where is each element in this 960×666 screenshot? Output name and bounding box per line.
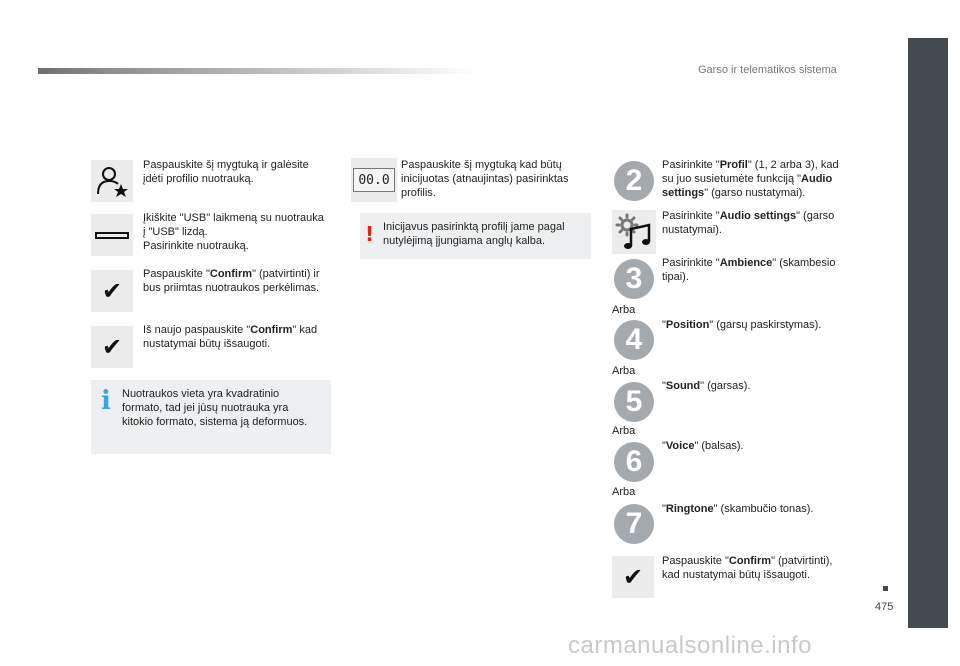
header-decoration-bar: [38, 68, 478, 74]
audio-settings-text: Pasirinkite "Audio settings" (garso nustatymai).: [662, 210, 835, 236]
usb-insert-text: Įkiškite "USB" laikmeną su nuotrauka į "USB" lizdą. Pasirinkite nuotrauką.: [143, 212, 324, 252]
or-label: Arba: [612, 425, 636, 437]
or-label: Arba: [612, 486, 636, 498]
step-2-badge: 2: [614, 161, 654, 201]
info-note: i Nuotraukos vieta yra kvadratinio formato, tad jei jūsų nuotrauka yra kitokio formato, sistema ją deformuos.: [91, 380, 331, 454]
or-label: Arba: [612, 304, 636, 316]
usb-slot-box: [91, 214, 133, 256]
reset-profile-button[interactable]: 00.0: [353, 168, 395, 192]
profile-photo-button[interactable]: [91, 160, 133, 202]
profile-star-icon: [95, 164, 129, 198]
info-icon: i: [101, 386, 111, 416]
reset-profile-text: Paspauskite šį mygtuką kad būtų inicijuotas (atnaujintas) pasirinktas profilis.: [401, 159, 569, 199]
step-3-text: Pasirinkite "Ambience" (skambesio tipai).: [662, 257, 836, 283]
step-4-badge: 4: [614, 320, 654, 360]
audio-settings-icon: [615, 213, 653, 251]
checkmark-icon: ✔: [101, 333, 123, 361]
step-5-badge: 5: [614, 382, 654, 422]
warning-note: ! Inicijavus pasirinktą profilį jame pagal nutylėjimą įjungiama anglų kalba.: [360, 213, 591, 259]
page-marker: [883, 586, 888, 591]
step-3-badge: 3: [614, 259, 654, 299]
side-tab-bar: [908, 38, 948, 628]
confirm-transfer-button[interactable]: [91, 270, 133, 312]
step-4-text: "Position" (garsų paskirstymas).: [662, 319, 822, 331]
or-label: Arba: [612, 365, 636, 377]
confirm-audio-button[interactable]: [612, 556, 654, 598]
profile-photo-text: Paspauskite šį mygtuką ir galėsite įdėti profilio nuotrauką.: [143, 159, 309, 185]
warning-icon: !: [365, 222, 375, 246]
step-7-text: "Ringtone" (skambučio tonas).: [662, 503, 814, 515]
audio-settings-button[interactable]: [612, 210, 656, 254]
confirm-transfer-text: Paspauskite "Confirm" (patvirtinti) ir bus priimtas nuotraukos perkėlimas.: [143, 268, 320, 294]
checkmark-icon: ✔: [622, 563, 644, 591]
step-6-badge: 6: [614, 442, 654, 482]
usb-slot-icon: [95, 232, 129, 239]
confirm-audio-text: Paspauskite "Confirm" (patvirtinti), kad nustatymai būtų išsaugoti.: [662, 555, 833, 581]
watermark: carmanualsonline.info: [568, 632, 812, 659]
confirm-save-text: Iš naujo paspauskite "Confirm" kad nustatymai būtų išsaugoti.: [143, 324, 318, 350]
page-header-title: Garso ir telematikos sistema: [698, 64, 837, 76]
step-7-badge: 7: [614, 504, 654, 544]
step-2-text: Pasirinkite "Profil" (1, 2 arba 3), kad su juo susietumėte funkciją "Audio settings" (garso nustatymai).: [662, 159, 839, 199]
confirm-save-button[interactable]: [91, 326, 133, 368]
checkmark-icon: ✔: [101, 277, 123, 305]
page-number: 475: [875, 601, 894, 613]
step-5-text: "Sound" (garsas).: [662, 380, 751, 392]
step-6-text: "Voice" (balsas).: [662, 440, 744, 452]
